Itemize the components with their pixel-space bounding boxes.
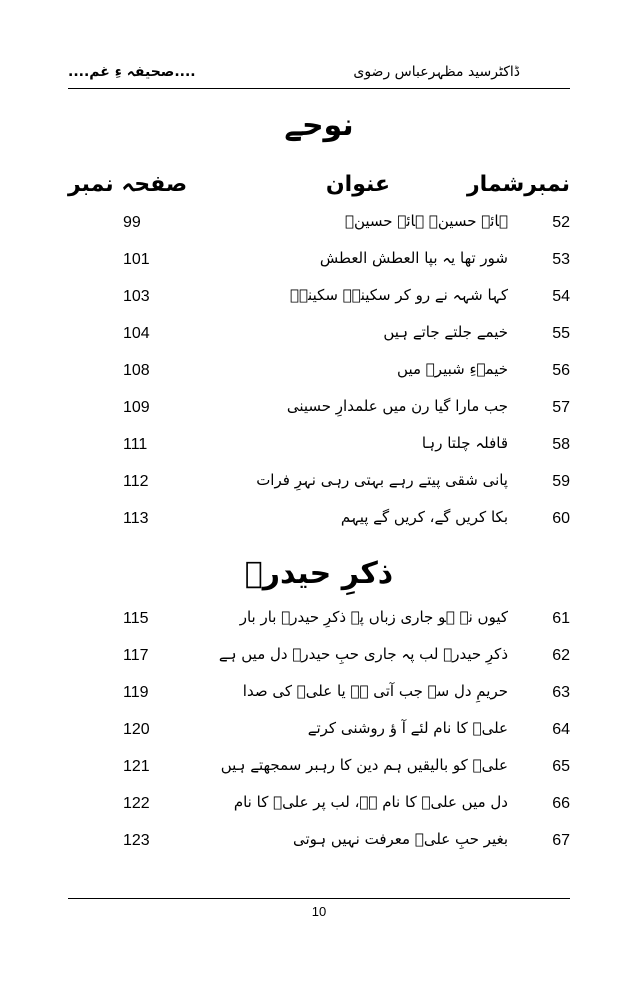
page-number: 10 xyxy=(311,904,327,919)
toc-row xyxy=(0,682,638,706)
row-title: علیؑ کو بالیقیں ہم دین کا رہبر سمجھتے ہیں xyxy=(220,756,508,774)
row-number: 61 xyxy=(552,610,570,627)
row-title: کیوں نہ ہو جاری زباں پہ ذکرِ حیدرؑ بار بار xyxy=(239,608,508,626)
column-header-page: صفحہ نمبر xyxy=(68,172,188,197)
row-number: 55 xyxy=(552,325,570,342)
running-header-book-title: ....صحیفہ ءِ غم.... xyxy=(68,64,196,80)
row-title: دل میں علیؑ کا نام ہے، لب پر علیؑ کا نام xyxy=(233,793,508,811)
footer-divider xyxy=(68,898,570,899)
row-number: 65 xyxy=(552,758,570,775)
toc-row xyxy=(0,212,638,236)
row-title: خیمے جلتے جاتے ہیں xyxy=(383,323,508,341)
row-number: 67 xyxy=(552,832,570,849)
toc-row xyxy=(0,434,638,458)
toc-row xyxy=(0,830,638,854)
row-number: 57 xyxy=(552,399,570,416)
running-header-author: ڈاکٹرسید مظہرعباس رضوی xyxy=(353,64,520,80)
row-page: 108 xyxy=(123,362,150,379)
row-page: 109 xyxy=(123,399,150,416)
row-title: قافلہ چلتا رہا xyxy=(421,434,508,452)
row-number: 59 xyxy=(552,473,570,490)
toc-row xyxy=(0,323,638,347)
row-number: 53 xyxy=(552,251,570,268)
row-page: 103 xyxy=(123,288,150,305)
row-title: پانی شقی پیتے رہے بہتی رہی نہرِ فرات xyxy=(256,471,508,489)
row-page: 117 xyxy=(123,647,149,664)
row-page: 119 xyxy=(123,684,149,701)
toc-row xyxy=(0,471,638,495)
row-page: 112 xyxy=(123,473,149,490)
column-header-title: عنوان xyxy=(325,172,390,197)
row-page: 99 xyxy=(123,214,141,231)
toc-row xyxy=(0,286,638,310)
row-title: شور تھا یہ بپا العطش العطش xyxy=(319,249,508,267)
column-header-number: نمبرشمار xyxy=(467,172,570,197)
row-page: 123 xyxy=(123,832,150,849)
row-title: علیؑ کا نام لئے آ ؤ روشنی کرتے xyxy=(307,719,508,737)
row-title: بکا کریں گے، کریں گے پیہم xyxy=(340,508,508,526)
toc-row xyxy=(0,719,638,743)
toc-row xyxy=(0,756,638,780)
row-title: جب مارا گیا رن میں علمدارِ حسینی xyxy=(286,397,508,415)
section-title-zikr-e-haider: ذکرِ حیدرؑ xyxy=(244,556,394,591)
row-number: 60 xyxy=(552,510,570,527)
row-title: ہائے حسینؑ ہائے حسینؑ xyxy=(344,212,508,230)
toc-row xyxy=(0,397,638,421)
toc-row xyxy=(0,645,638,669)
row-title: بغیر حبِ علیؑ معرفت نہیں ہوتی xyxy=(292,830,508,848)
row-number: 66 xyxy=(552,795,570,812)
toc-row xyxy=(0,793,638,817)
row-number: 58 xyxy=(552,436,570,453)
row-number: 52 xyxy=(552,214,570,231)
row-page: 122 xyxy=(123,795,150,812)
row-page: 104 xyxy=(123,325,150,342)
section-title-nohay: نوحے xyxy=(284,108,354,143)
row-page: 115 xyxy=(123,610,149,627)
row-number: 63 xyxy=(552,684,570,701)
row-page: 120 xyxy=(123,721,150,738)
row-page: 111 xyxy=(123,436,148,453)
row-number: 64 xyxy=(552,721,570,738)
row-number: 62 xyxy=(552,647,570,664)
header-divider xyxy=(68,88,570,89)
row-page: 121 xyxy=(123,758,150,775)
row-title: حریمِ دل سے جب آتی ہے یا علیؑ کی صدا xyxy=(242,682,508,700)
toc-row xyxy=(0,608,638,632)
row-page: 101 xyxy=(123,251,150,268)
row-page: 113 xyxy=(123,510,149,527)
row-number: 56 xyxy=(552,362,570,379)
toc-row xyxy=(0,508,638,532)
toc-row xyxy=(0,249,638,273)
row-title: کہا شہہ نے رو کر سکینہؑ سکینہؑ xyxy=(290,286,508,304)
row-title: ذکرِ حیدرؑ لب پہ جاری حبِ حیدرؑ دل میں ہے xyxy=(218,645,508,663)
row-number: 54 xyxy=(552,288,570,305)
toc-row xyxy=(0,360,638,384)
row-title: خیمہءِ شبیرؑ میں xyxy=(397,360,508,378)
